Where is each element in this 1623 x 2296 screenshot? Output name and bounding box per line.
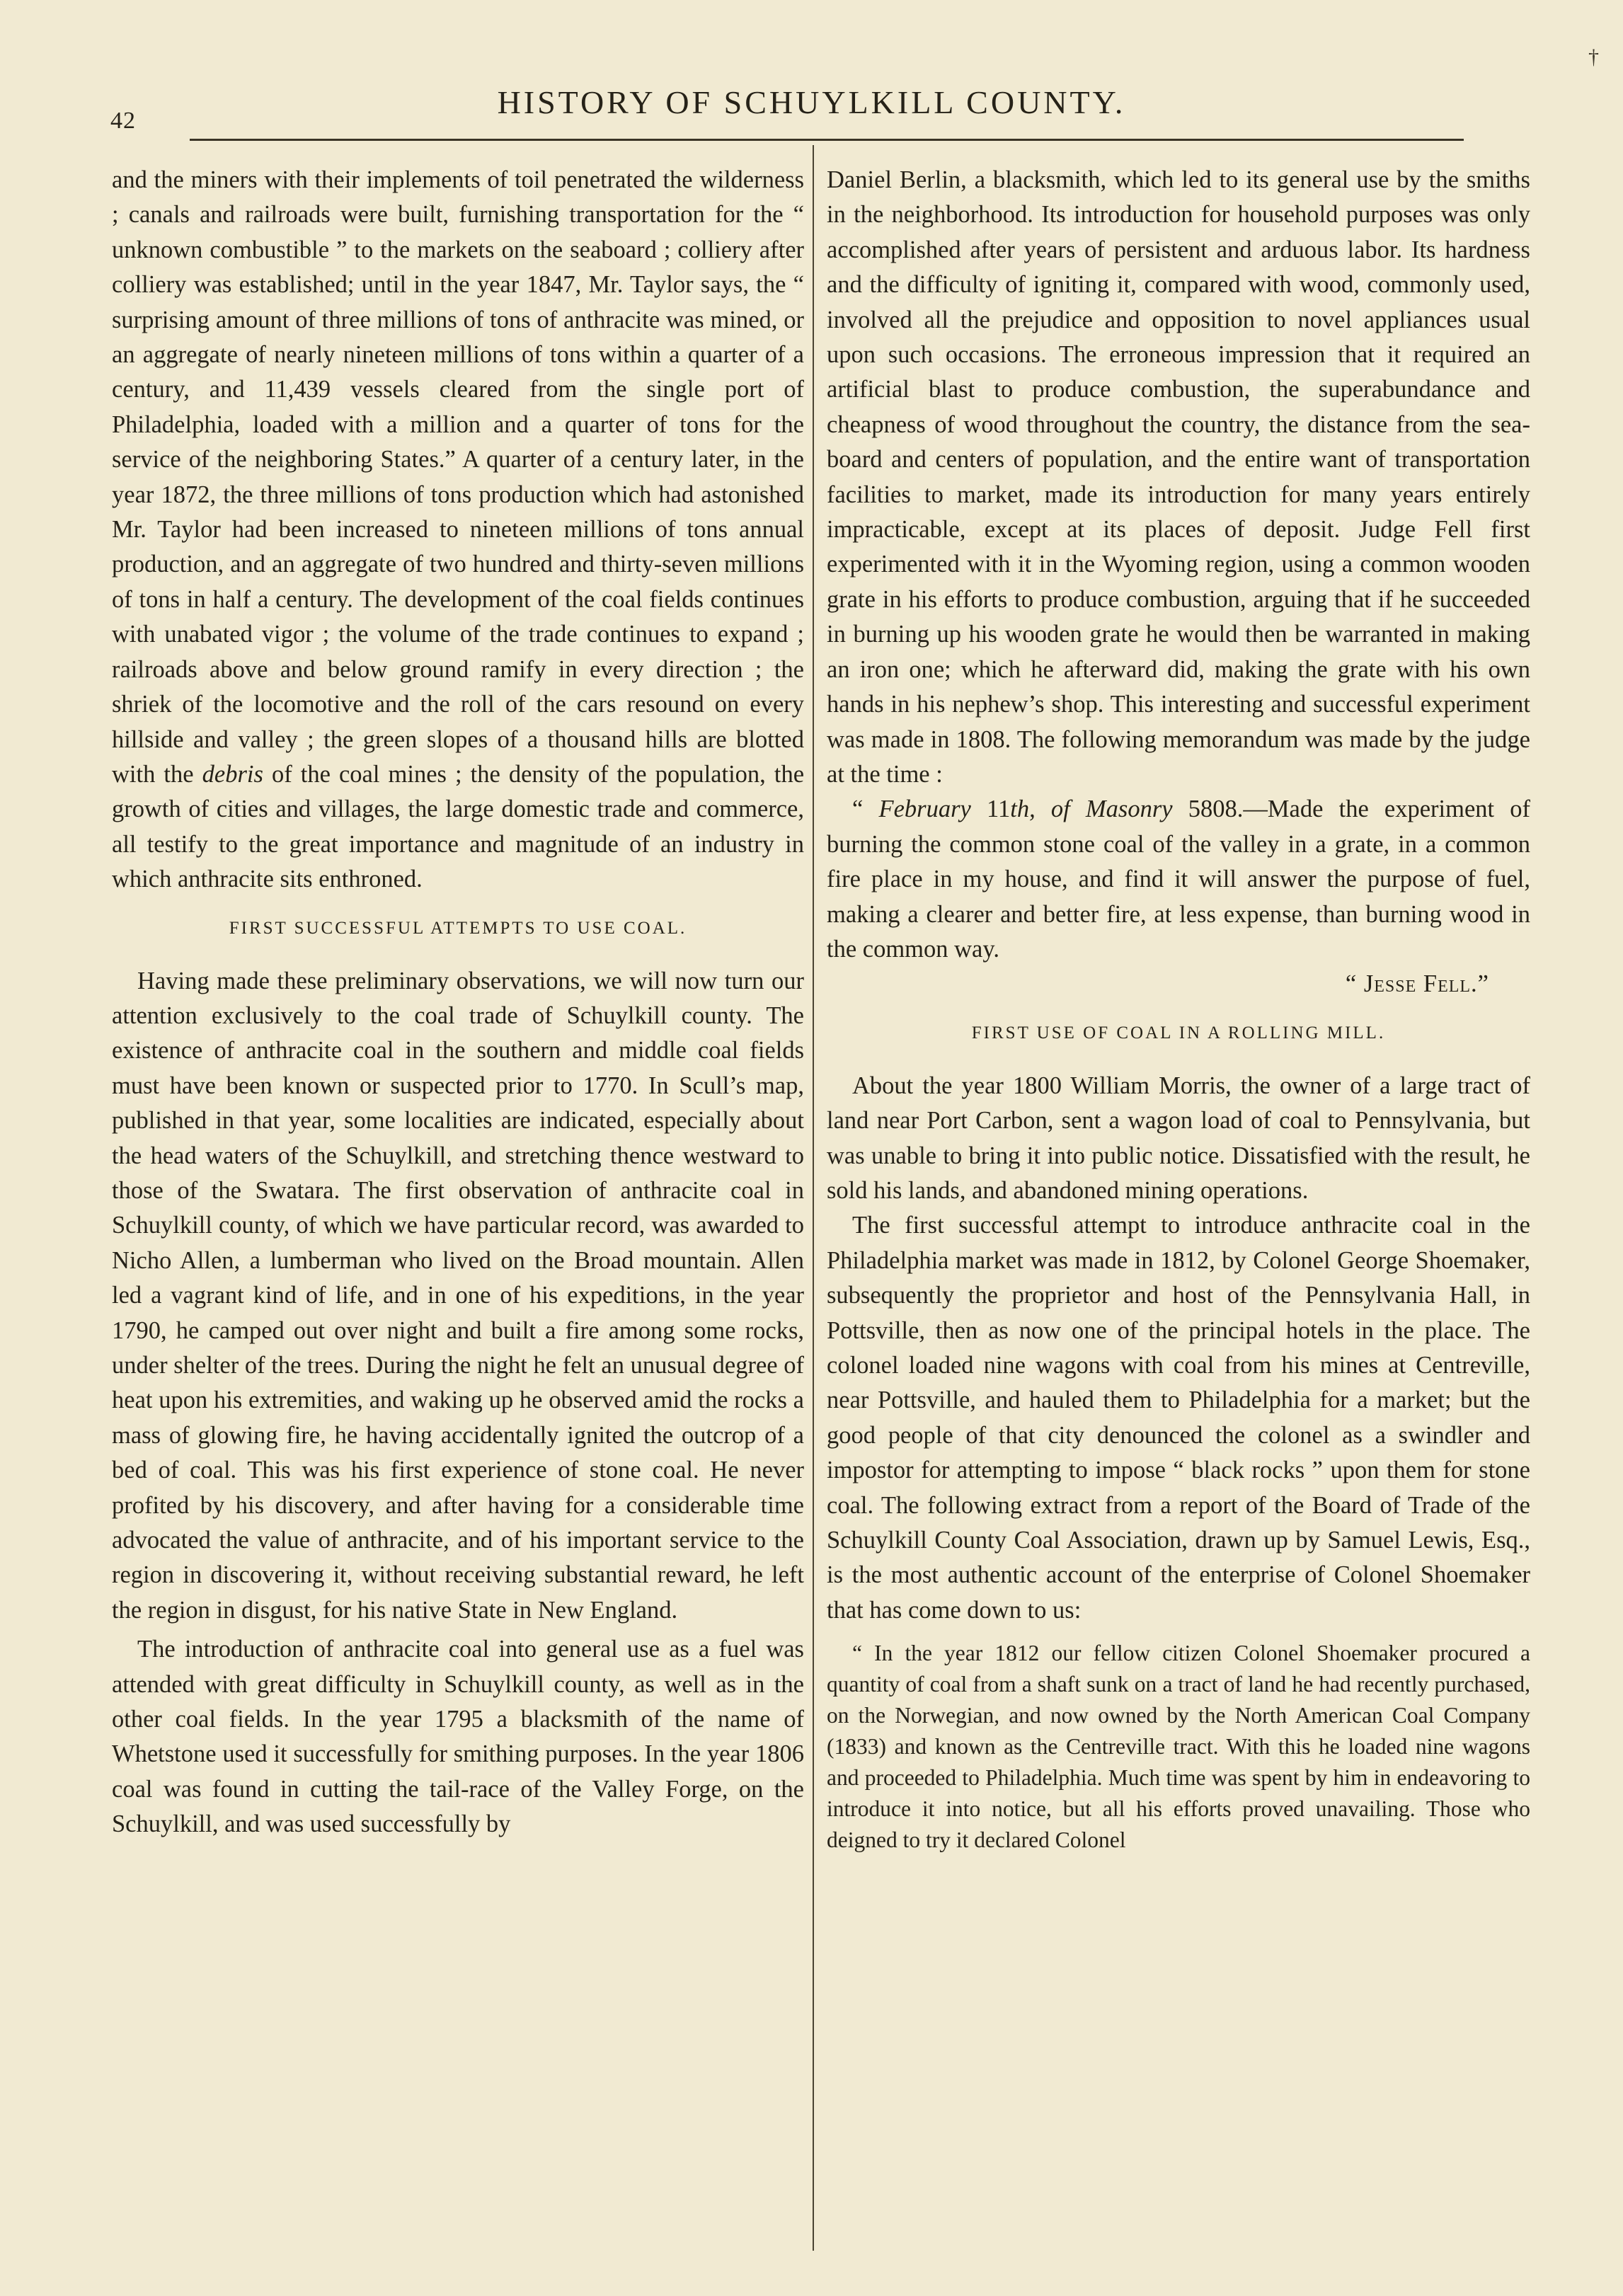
left-column (112, 163, 804, 1842)
italic-debris: debris (202, 760, 263, 788)
column-divider (813, 145, 814, 2251)
board-of-trade-extract: “ In the year 1812 our fellow citizen Colonel Shoemaker procured a quantity of coal from a shaft sunk on a tract of land he had recently purchased, on the Norwegian, and now owned by the North American Coal Company (1833) and known as the Centreville tract. With this he loaded nine wagons and proceeded to Philadelphia. Much time was spent by him in endeavoring to introduce it into notice, but all his efforts proved unavailing. Those who deigned to try it declared Colonel (827, 1641, 1530, 1853)
signature-jesse-fell: “ Jesse Fell.” (1345, 970, 1489, 998)
right-paragraph-3: The first successful attempt to introduce anthracite coal in the Philadelphia market was made in 1812, by Colonel George Shoemaker, subsequently the proprietor and host of the Pennsylvania Hall, in Pottsville, then as now one of the principal hotels in the place. The colonel loaded nine wagons with coal from his mines at Centreville, near Pottsville, and hauled them to Philadelphia for a market; but the good people of that city denounced the colonel as a swindler and impostor for attempting to impose “ black rocks ” upon them for stone coal. The following extract from a report of the Board of Trade of the Schuylkill County Coal Association, drawn up by Samuel Lewis, Esq., is the most authentic account of the enterprise of Colonel Shoemaker that has come down to us: (827, 1212, 1530, 1624)
section-heading-rolling-mill: FIRST USE OF COAL IN A ROLLING MILL. (971, 1023, 1386, 1043)
right-column (827, 163, 1530, 1856)
fell-memorandum: “ February 11th, of Masonry 5808.—Made the experiment of burning the common stone coal of the valley in a grate, in a common fire place in my house, and find it will answer the purpose of fuel, making a clearer and better fire, at less expense, than burning wood in the common way. (827, 796, 1531, 963)
left-paragraph-3: The introduction of anthracite coal into general use as a fuel was attended with great difficulty in Schuylkill county, as well as in the other coal fields. In the year 1795 a blacksmith of the name of Whetstone used it successfully for smithing purposes. In the year 1806 coal was found in cutting the tail-race of the Valley Forge, on the Schuylkill, and was used successfully by (112, 1636, 804, 1838)
left-paragraph-2: Having made these preliminary observations, we will now turn our attention exclusively to the coal trade of Schuylkill county. The existence of anthracite coal in the southern and middle coal fields must have been known or suspected prior to 1770. In Scull’s map, published in that year, some localities are indicated, especially about the head waters of the Schuylkill, and stretching thence westward to those of the Swatara. The first observation of anthracite coal in Schuylkill county, of which we have particular record, was awarded to Nicho Allen, a lumberman who lived on the Broad mountain. Allen led a vagrant kind of life, and in one of his expeditions, in the year 1790, he camped out over night and built a fire among some rocks, under shelter of the trees. During the night he felt an unusual degree of heat upon his extremities, and waking up he observed amid the rocks a mass of glowing fire, he having accidentally ignited the outcrop of a bed of coal. This was his first experience of stone coal. He never profited by his discovery, and after having for a considerable time advocated the value of anthracite, and of his important service to the region in discovering it, without receiving substantial reward, he left the region in disgust, for his native State in New England. (112, 967, 804, 1624)
section-heading-first-attempts: FIRST SUCCESSFUL ATTEMPTS TO USE COAL. (229, 918, 687, 938)
right-paragraph-1: Daniel Berlin, a blacksmith, which led to its general use by the smiths in the neighborhood. Its introduction for household purposes was only accomplished after years of persistent and arduous labor. Its hardness and the difficulty of igniting it, compared with wood, commonly used, involved all the prejudice and opposition to novel appliances usual upon such occasions. The erroneous impression that it required an artificial blast to produce combustion, the superabundance and cheapness of wood throughout the country, the distance from the sea-board and centers of population, and the entire want of transportation facilities to market, made its introduction for many years entirely impracticable, except at its places of deposit. Judge Fell first experimented with it in the Wyoming region, using a common wooden grate in his efforts to produce combustion, arguing that if he succeeded in burning up his wooden grate he would then be warranted in making an iron one; which he afterward did, making the grate with his own hands in his nephew’s shop. This interesting and successful experiment was made in 1808. The following memorandum was made by the judge at the time : (827, 166, 1530, 788)
page-number: 42 (110, 108, 136, 134)
running-title: HISTORY OF SCHUYLKILL COUNTY. (497, 84, 1126, 120)
left-paragraph-1: and the miners with their implements of toil penetrated the wilderness ; canals and railroads were built, furnishing transportation for the “ unknown combustible ” to the markets on the seaboard ; colliery after colliery was established; until in the year 1847, Mr. Taylor says, the “ surprising amount of three millions of tons of anthracite was mined, or an aggregate of nearly nineteen millions of tons within a quarter of a century, and 11,439 vessels cleared from the single port of Philadelphia, loaded with a million and a quarter of tons for the service of the neighboring States.” A quarter of a century later, in the year 1872, the three millions of tons production which had astonished Mr. Taylor had been increased to nineteen millions of tons annual production, and an aggregate of two hundred and thirty-seven millions of tons in half a century. The development of the coal fields continues with unabated vigor ; the volume of the trade continues to expand ; railroads above and below ground ramify in every direction ; the shriek of the locomotive and the roll of the cars resound on every hillside and valley ; the green slopes of a thousand hills are blotted with the debris of the coal mines ; the density of the population, the growth of cities and villages, the large domestic trade and commerce, all testify to the great importance and magnitude of an industry in which anthracite sits enthroned. (112, 166, 805, 893)
header-rule (190, 139, 1464, 141)
margin-mark: † (1588, 45, 1599, 69)
right-paragraph-2: About the year 1800 William Morris, the owner of a large tract of land near Port Carbon, sent a wagon load of coal to Pennsylvania, but was unable to bring it into public notice. Dissatisfied with the result, he sold his lands, and abandoned mining operations. (827, 1072, 1530, 1204)
